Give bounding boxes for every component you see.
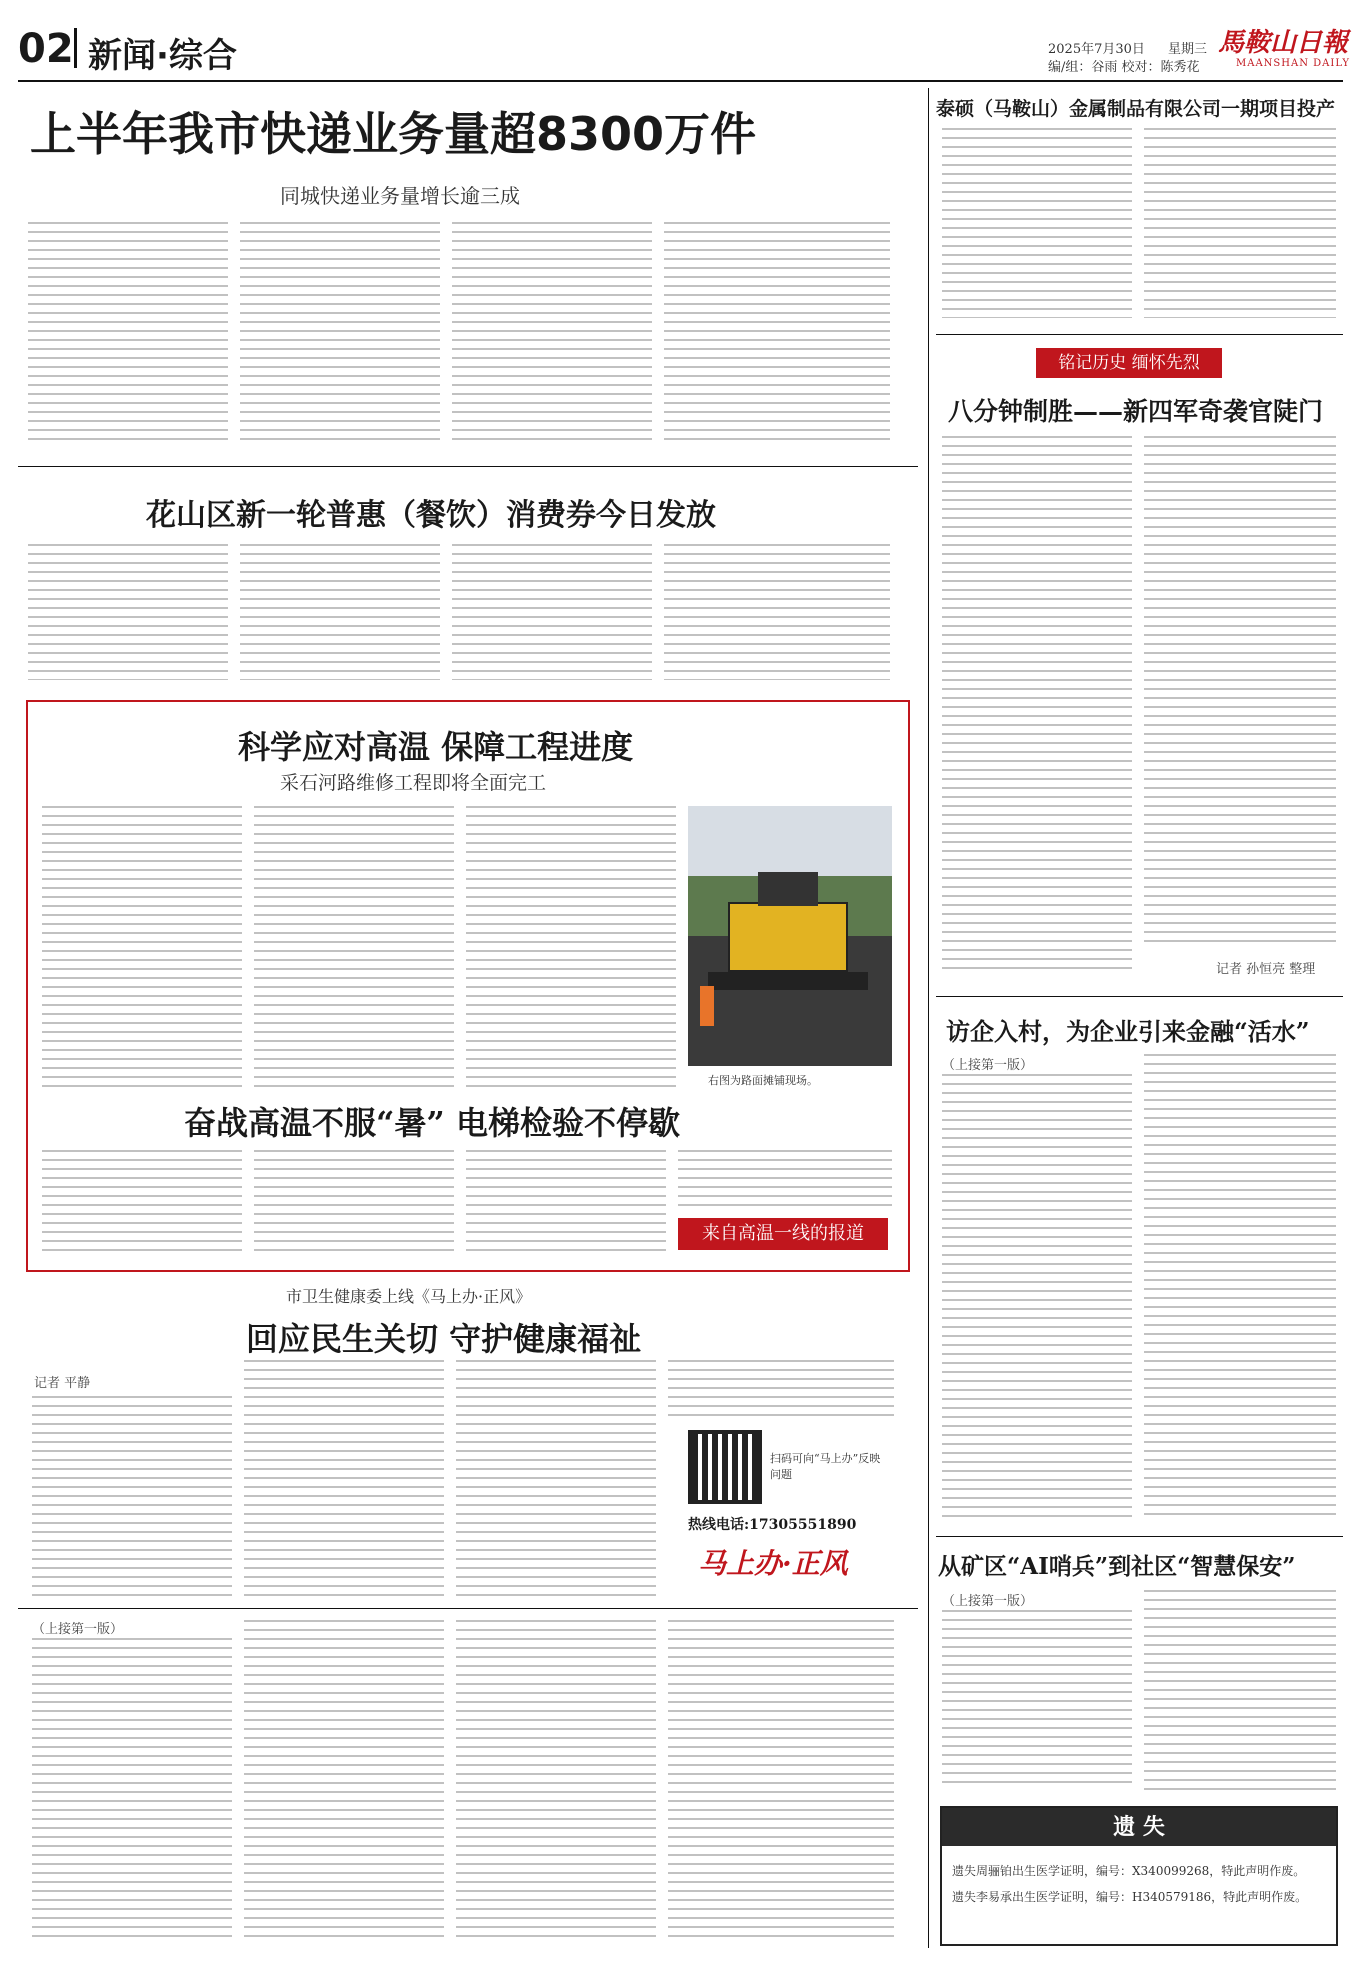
article-title: 从矿区“AI哨兵”到社区“智慧保安”	[938, 1553, 1296, 1580]
article-body-col-3	[452, 222, 652, 444]
article-source: （上接第一版）	[942, 1594, 1034, 1609]
article-title: 八分钟制胜——新四军奇袭官陡门	[948, 397, 1324, 426]
article-history	[936, 340, 1343, 992]
article-body-col-4	[664, 544, 890, 680]
qr-code	[688, 1430, 762, 1504]
article-consumer-coupon	[18, 472, 918, 692]
masthead-rule	[18, 80, 1343, 82]
history-banner-text: 铭记历史 缅怀先烈	[1058, 353, 1200, 373]
lost-notice-line-2: 遗失李易承出生医学证明，编号：H340579186，特此声明作废。	[952, 1890, 1308, 1904]
article-body-col-1	[28, 544, 228, 680]
article-byline: 记者 孙恒亮 整理	[1216, 962, 1316, 977]
article-kicker: 市卫生健康委上线《马上办·正风》	[286, 1287, 532, 1306]
heat-report-box	[26, 700, 910, 1272]
page-number: 02	[18, 26, 74, 72]
article-body-col-4	[668, 1360, 894, 1416]
article-byline: 记者 平静	[34, 1376, 91, 1391]
article-body-col-2	[1144, 1054, 1336, 1522]
article-body-col-2	[1144, 436, 1336, 946]
article-taishuo	[936, 88, 1343, 328]
article-title: 花山区新一轮普惠（餐饮）消费券今日发放	[146, 498, 716, 533]
article-body-col-2	[1144, 128, 1336, 318]
article-body-col-4	[668, 1620, 894, 1944]
photo-paver-machine	[728, 902, 848, 972]
article-body-col-2	[244, 1620, 444, 1944]
article-body-col-1	[942, 1610, 1132, 1790]
column-rule	[928, 88, 929, 1948]
divider	[936, 334, 1343, 335]
article-title: 泰硕（马鞍山）金属制品有限公司一期项目投产	[936, 98, 1336, 120]
article-title: 上半年我市快递业务量超8300万件	[30, 107, 757, 161]
lost-notice-line-1: 遗失周骊铂出生医学证明，编号：X340099268，特此声明作废。	[952, 1864, 1306, 1878]
article-body-col-3	[452, 544, 652, 680]
article-body-col-2	[1144, 1590, 1336, 1790]
masthead-separator	[74, 28, 77, 68]
article-body-col-3	[456, 1360, 656, 1596]
elevator-title: 奋战高温不服“暑” 电梯检验不停歇	[184, 1104, 680, 1142]
article-body-col-1	[942, 128, 1132, 318]
article-body-col-1	[942, 436, 1132, 976]
heat-report-tag	[678, 1218, 888, 1250]
brand-logo: 马上办·正风	[698, 1547, 848, 1580]
article-body-col-1	[32, 1638, 232, 1944]
section-title: 新闻·综合	[88, 36, 237, 76]
article-body-col-1	[942, 1074, 1132, 1522]
article-health	[18, 1280, 918, 1605]
lost-notice-title: 遗 失	[1113, 1814, 1165, 1840]
article-title: 科学应对高温 保障工程进度	[238, 728, 634, 766]
article-subtitle: 同城快递业务量增长逾三成	[280, 184, 520, 208]
article-ai	[936, 1540, 1343, 1800]
lost-notice-title-bar	[942, 1808, 1336, 1846]
photo-worker	[700, 986, 714, 1026]
road-paving-photo	[688, 806, 892, 1066]
paper-name-english: MAANSHAN DAILY	[1236, 58, 1350, 69]
issue-editors: 编/组：谷雨 校对：陈秀花	[1048, 60, 1200, 75]
elevator-body-col-2	[254, 1150, 454, 1258]
article-body-col-1	[42, 806, 242, 1088]
article-body-col-2	[240, 222, 440, 444]
lost-notice-box	[940, 1806, 1338, 1946]
heat-report-tag-text: 来自高温一线的报道	[702, 1223, 864, 1244]
divider	[18, 1608, 918, 1609]
photo-caption: 右图为路面摊铺现场。	[708, 1074, 818, 1087]
article-body-col-1	[32, 1396, 232, 1596]
photo-screed	[708, 972, 868, 990]
article-title: 访企入村，为企业引来金融“活水”	[946, 1017, 1310, 1046]
divider	[936, 996, 1343, 997]
article-source: （上接第一版）	[32, 1622, 124, 1637]
article-body-col-3	[456, 1620, 656, 1944]
paper-logo: 馬鞍山日報	[1218, 28, 1349, 58]
article-body-col-2	[254, 806, 454, 1088]
masthead	[18, 22, 1350, 76]
article-subtitle: 采石河路维修工程即将全面完工	[280, 772, 547, 794]
article-body-col-2	[240, 544, 440, 680]
divider	[18, 466, 918, 467]
elevator-body-col-4	[678, 1150, 892, 1208]
hotline-number: 热线电话:17305551890	[688, 1517, 857, 1533]
divider	[936, 1536, 1343, 1537]
qr-caption: 扫码可向“马上办”反映问题	[770, 1452, 881, 1481]
article-express	[18, 88, 918, 458]
issue-weekday: 星期三	[1168, 42, 1208, 57]
article-body-col-4	[664, 222, 890, 444]
article-body-col-3	[466, 806, 676, 1088]
photo-paver-cabin	[758, 872, 818, 906]
elevator-body-col-3	[466, 1150, 666, 1258]
history-banner	[1036, 348, 1222, 378]
article-finance	[936, 1002, 1343, 1532]
article-body-col-2	[244, 1360, 444, 1596]
issue-date: 2025年7月30日	[1048, 42, 1145, 57]
elevator-body-col-1	[42, 1150, 242, 1258]
article-source: （上接第一版）	[942, 1058, 1034, 1073]
article-body-col-1	[28, 222, 228, 444]
article-bottom	[18, 1612, 918, 1952]
article-title: 回应民生关切 守护健康福祉	[246, 1320, 642, 1358]
